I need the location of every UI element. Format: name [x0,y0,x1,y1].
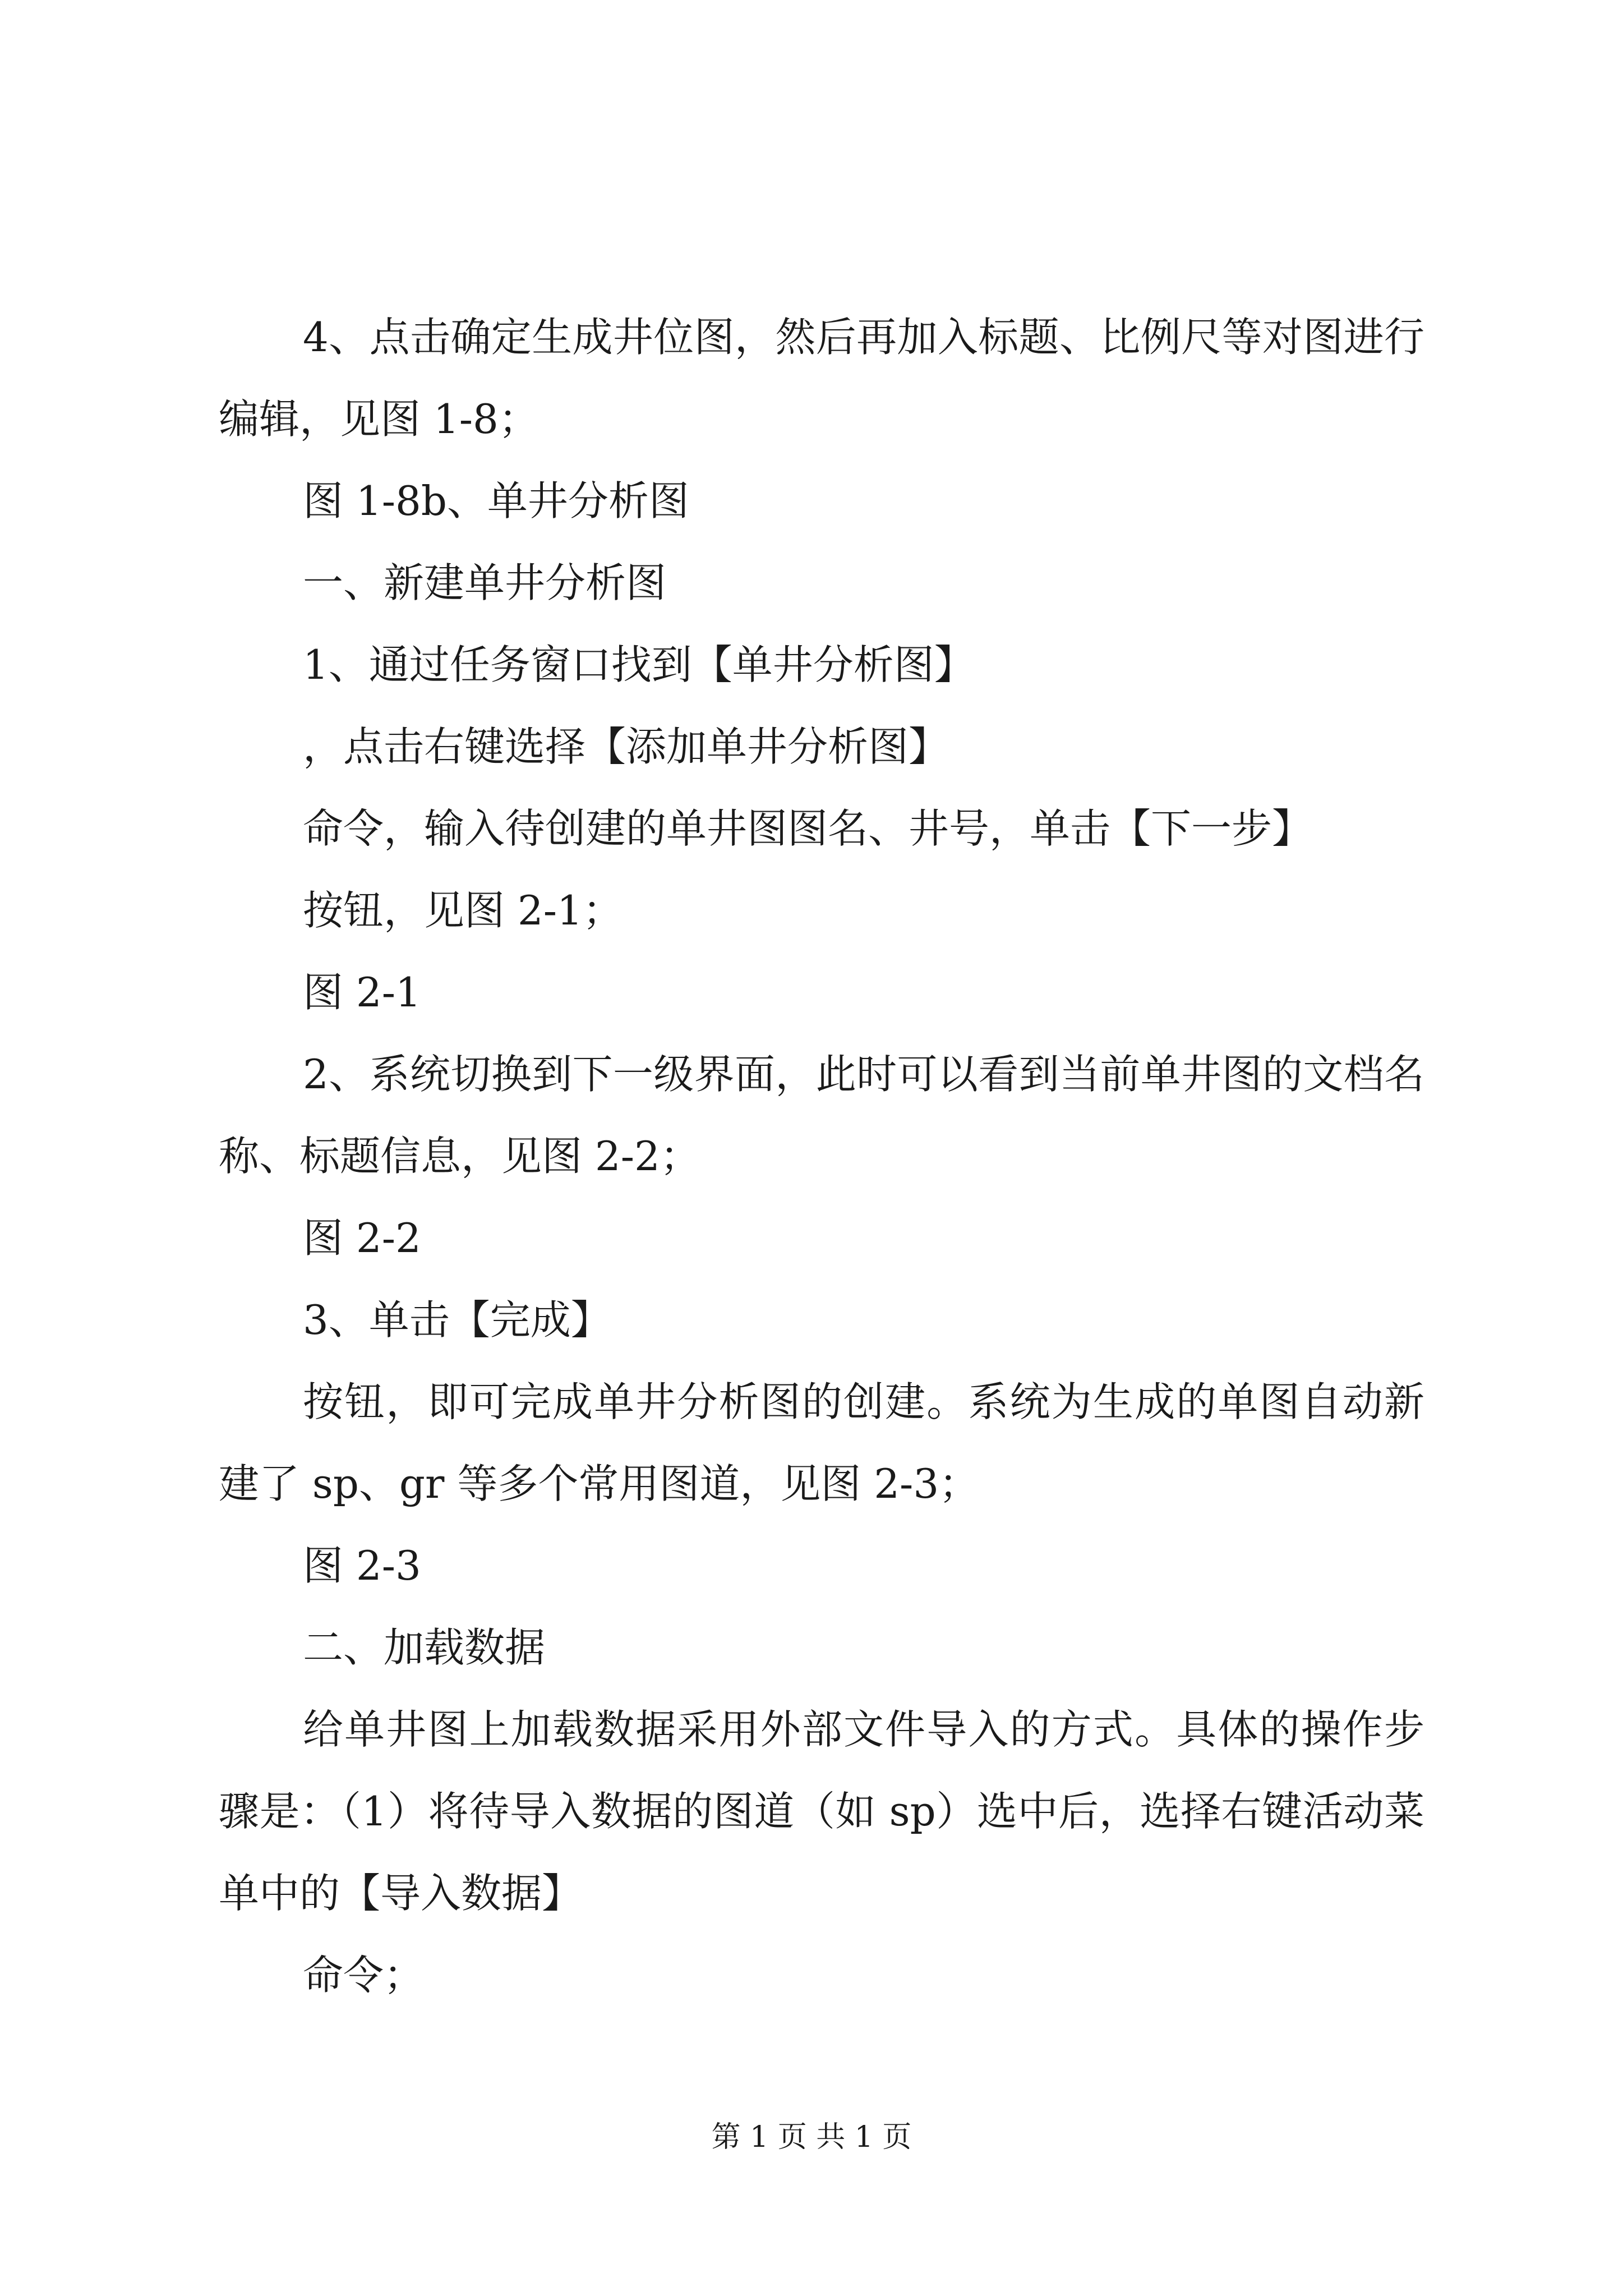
document-body [219,296,1424,2016]
paragraph-step-1-cont: ，点击右键选择【添加单井分析图】 [303,723,949,770]
paragraph-step-4: 4、点击确定生成井位图，然后再加入标题、比例尺等对图进行编辑，见图 1-8； [219,314,1424,443]
paragraph-finish: 按钮，即可完成单井分析图的创建。系统为生成的单图自动新建了 sp、gr 等多个常用图道，见图 2-3； [219,1378,1424,1507]
paragraph-step-1: 1、通过任务窗口找到【单井分析图】 [303,641,975,688]
paragraph-command-end: 命令； [303,1952,425,1999]
paragraph-button: 按钮，见图 2-1； [303,887,623,934]
paragraph-load-data: 给单井图上加载数据采用外部文件导入的方式。具体的操作步骤是：（1）将待导入数据的图道（如 sp）选中后，选择右键活动菜单中的【导入数据】 [219,1706,1424,1917]
figure-caption-1-8b: 图 1-8b、单井分析图 [303,477,689,524]
section-heading-2: 二、加载数据 [303,1624,546,1671]
paragraph-step-2: 2、系统切换到下一级界面，此时可以看到当前单井图的文档名称、标题信息，见图 2-2； [219,1051,1424,1180]
figure-caption-2-3: 图 2-3 [303,1542,421,1589]
section-heading-1: 一、新建单井分析图 [303,559,667,606]
paragraph-step-3: 3、单击【完成】 [303,1296,611,1343]
page-footer: 第 1 页 共 1 页 [711,2120,912,2154]
paragraph-command: 命令，输入待创建的单井图图名、井号，单击【下一步】 [303,805,1313,852]
figure-caption-2-1: 图 2-1 [303,969,421,1016]
figure-caption-2-2: 图 2-2 [303,1214,421,1262]
